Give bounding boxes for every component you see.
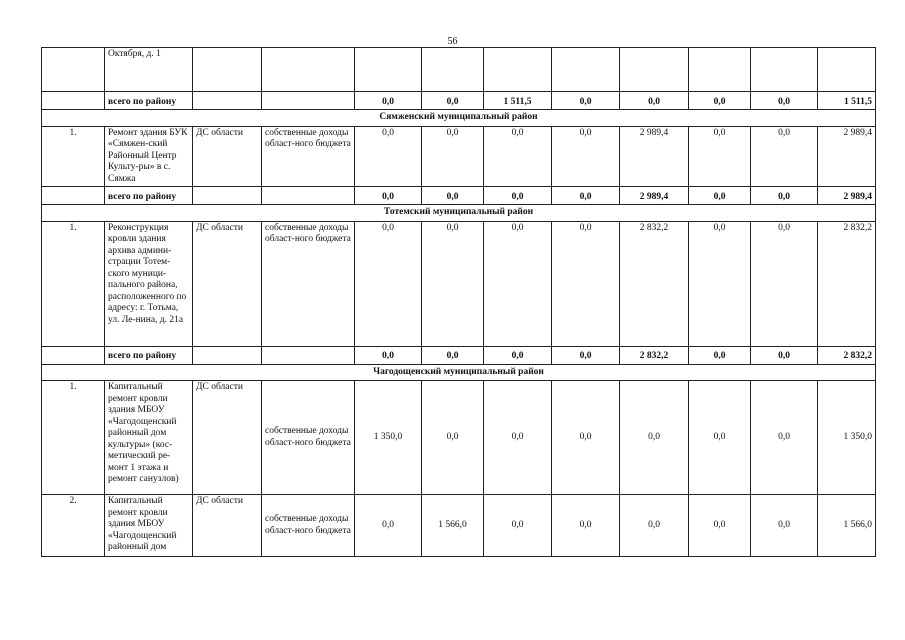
table-row: [42, 48, 876, 92]
value-cell: 0,0: [484, 187, 552, 205]
funding-source: собственные доходы област-ного бюджета: [262, 495, 355, 557]
value-cell: 0,0: [620, 381, 689, 495]
value-cell: 0,0: [552, 221, 620, 346]
table-row: [42, 126, 876, 187]
value-cell: 1 566,0: [422, 495, 484, 557]
table-row: [42, 381, 876, 495]
value-cell: 1 511,5: [818, 92, 876, 110]
value-cell: 0,0: [484, 495, 552, 557]
value-cell: 0,0: [689, 92, 751, 110]
total-label: всего по району: [105, 92, 193, 110]
fund-type: ДС области: [193, 126, 262, 187]
value-cell: 0,0: [552, 381, 620, 495]
value-cell: 0,0: [689, 187, 751, 205]
value-cell: 0,0: [751, 126, 818, 187]
funding-source: собственные доходы област-ного бюджета: [262, 126, 355, 187]
value-cell: 0,0: [689, 126, 751, 187]
value-cell: 1 566,0: [818, 495, 876, 557]
value-cell: 0,0: [689, 346, 751, 364]
value-cell: 0,0: [751, 221, 818, 346]
value-cell: 0,0: [751, 187, 818, 205]
value-cell: 0,0: [484, 381, 552, 495]
value-cell: 2 989,4: [818, 126, 876, 187]
value-cell: 0,0: [689, 381, 751, 495]
value-cell: 2 832,2: [620, 346, 689, 364]
row-number: 2.: [42, 495, 105, 557]
value-cell: 2 832,2: [818, 221, 876, 346]
value-cell: 0,0: [552, 495, 620, 557]
value-cell: 2 989,4: [620, 187, 689, 205]
total-label: всего по району: [105, 346, 193, 364]
object-name: Капитальный ремонт кровли здания МБОУ «Чагодощенский районный дом культуры» (кос-метический ре-монт 1 этажа и ремонт санузлов): [105, 381, 193, 495]
object-name: Реконструкция кровли здания архива админи-страции Тотем-ского муници-пального района, расположенного по адресу: г. Тотьма, ул. Ле-нина, д. 21а: [105, 221, 193, 346]
value-cell: 0,0: [552, 346, 620, 364]
row-number: 1.: [42, 126, 105, 187]
value-cell: 0,0: [620, 495, 689, 557]
fund-type: ДС области: [193, 495, 262, 557]
value-cell: 2 989,4: [818, 187, 876, 205]
district-total-row: [42, 187, 876, 205]
value-cell: 0,0: [422, 381, 484, 495]
value-cell: 0,0: [422, 346, 484, 364]
value-cell: 2 832,2: [818, 346, 876, 364]
object-name: Ремонт здания БУК «Сямжен-ский Районный Центр Культу-ры» в с. Сямжа: [105, 126, 193, 187]
row-number: 1.: [42, 221, 105, 346]
value-cell: 0,0: [484, 221, 552, 346]
section-title: Чагодощенский муниципальный район: [42, 364, 876, 381]
value-cell: 0,0: [355, 346, 422, 364]
section-header-row: [42, 205, 876, 222]
page-number: 56: [447, 36, 458, 47]
value-cell: 0,0: [422, 126, 484, 187]
table-row: [42, 221, 876, 346]
value-cell: 0,0: [422, 187, 484, 205]
fund-type: ДС области: [193, 381, 262, 495]
value-cell: 0,0: [620, 92, 689, 110]
section-header-row: [42, 364, 876, 381]
value-cell: 0,0: [355, 126, 422, 187]
object-name: Капитальный ремонт кровли здания МБОУ «Чагодощенский районный дом: [105, 495, 193, 557]
section-header-row: [42, 110, 876, 127]
value-cell: 0,0: [751, 381, 818, 495]
funding-source: собственные доходы област-ного бюджета: [262, 221, 355, 346]
district-total-row: [42, 346, 876, 364]
value-cell: 0,0: [422, 221, 484, 346]
value-cell: 2 832,2: [620, 221, 689, 346]
row-number: 1.: [42, 381, 105, 495]
value-cell: 0,0: [355, 495, 422, 557]
funding-source: собственные доходы област-ного бюджета: [262, 381, 355, 495]
object-name: Октября, д. 1: [105, 48, 193, 92]
value-cell: 0,0: [689, 221, 751, 346]
value-cell: 0,0: [751, 92, 818, 110]
fund-type: ДС области: [193, 221, 262, 346]
value-cell: 0,0: [751, 346, 818, 364]
value-cell: 0,0: [355, 221, 422, 346]
value-cell: 1 350,0: [818, 381, 876, 495]
section-title: Сямженский муниципальный район: [42, 110, 876, 127]
value-cell: 0,0: [689, 495, 751, 557]
value-cell: 0,0: [484, 346, 552, 364]
value-cell: 0,0: [552, 187, 620, 205]
value-cell: 0,0: [355, 92, 422, 110]
value-cell: 0,0: [422, 92, 484, 110]
budget-table: [41, 47, 876, 557]
value-cell: 0,0: [552, 126, 620, 187]
value-cell: 1 350,0: [355, 381, 422, 495]
value-cell: 0,0: [355, 187, 422, 205]
value-cell: 1 511,5: [484, 92, 552, 110]
table-row: [42, 495, 876, 557]
value-cell: 0,0: [552, 92, 620, 110]
section-title: Тотемский муниципальный район: [42, 205, 876, 222]
value-cell: 0,0: [484, 126, 552, 187]
total-label: всего по району: [105, 187, 193, 205]
district-total-row: [42, 92, 876, 110]
value-cell: 0,0: [751, 495, 818, 557]
value-cell: 2 989,4: [620, 126, 689, 187]
